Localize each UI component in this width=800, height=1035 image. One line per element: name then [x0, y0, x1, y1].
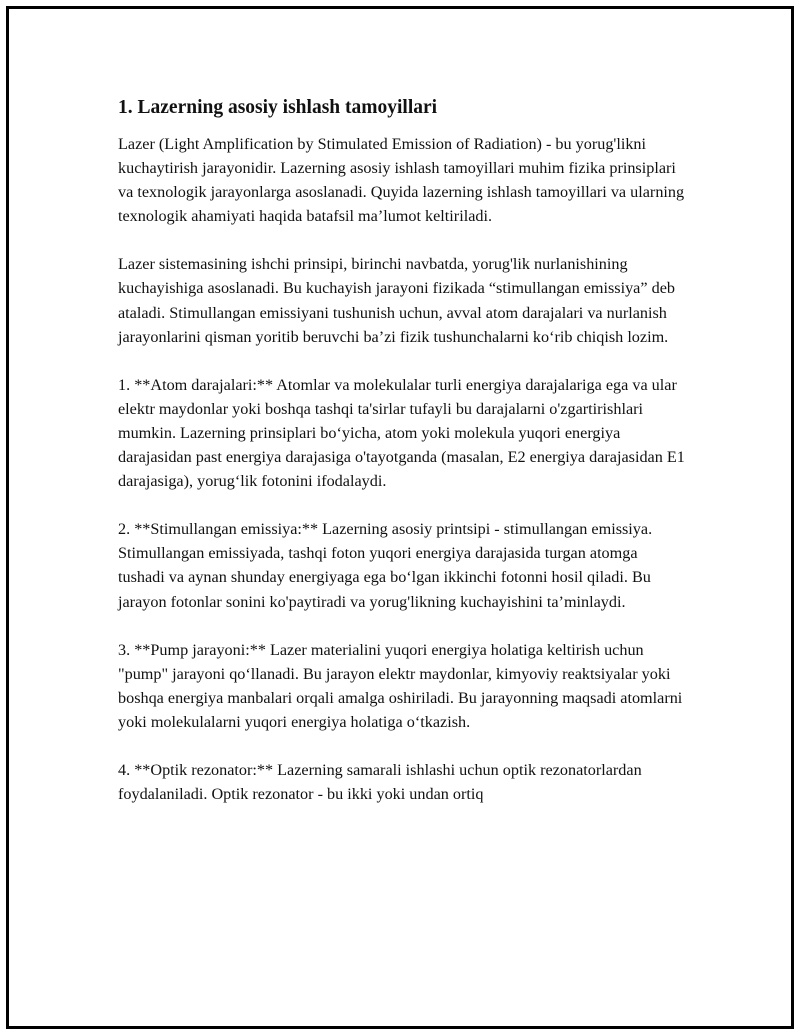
paragraph-atom-levels: 1. **Atom darajalari:** Atomlar va molekulalar turli energiya darajalariga ega va ular elektr maydonlar yoki boshqa tashqi ta'sirlar tufayli bu darajalarni o'zgartirishlari mumkin. Lazerning prinsiplari bo‘yicha, atom yoki molekula yuqori energiya darajasidan past energiya darajasiga o'tayotganda (masalan, E2 energiya darajasidan E1 darajasiga), yorug‘lik fotonini ifodalaydi.	[118, 375, 685, 491]
paragraph-optical-resonator: 4. **Optik rezonator:** Lazerning samarali ishlashi uchun optik rezonatorlardan foydalaniladi. Optik rezonator - bu ikki yoki undan ortiq	[118, 760, 642, 804]
section-heading: 1. Lazerning asosiy ishlash tamoyillari	[118, 97, 438, 118]
paragraph-intro: Lazer (Light Amplification by Stimulated Emission of Radiation) - bu yorug'likni kuchaytirish jarayonidir. Lazerning asosiy ishlash tamoyillari muhim fizika prinsiplari va texnologik jarayonlarga asoslanadi. Quyida lazerning ishlash tamoyillari va ularning texnologik ahamiyati haqida batafsil ma’lumot keltiriladi.	[118, 135, 685, 226]
paragraph-pump-process: 3. **Pump jarayoni:** Lazer materialini yuqori energiya holatiga keltirish uchun "pump" jarayoni qo‘llanadi. Bu jarayon elektr maydonlar, kimyoviy reaktsiyalar yoki boshqa energiya manbalari orqali amalga oshiriladi. Bu jarayonning maqsadi atomlarni yoki molekulalarni yuqori energiya holatiga o‘tkazish.	[118, 640, 683, 731]
document-body	[118, 96, 688, 830]
paragraph-stimulated-emission: 2. **Stimullangan emissiya:** Lazerning asosiy printsipi - stimullangan emissiya. Stimullangan emissiyada, tashqi foton yuqori energiya darajasida turgan atomga tushadi va aynan shunday energiyaga ega bo‘lgan ikkinchi fotonni hosil qiladi. Bu jarayon fotonlar sonini ko'paytiradi va yorug'likning kuchayishini ta’minlaydi.	[118, 520, 653, 611]
paragraph-working-principle: Lazer sistemasining ishchi prinsipi, birinchi navbatda, yorug'lik nurlanishining kuchayishiga asoslanadi. Bu kuchayish jarayoni fizikada “stimullangan emissiya” deb ataladi. Stimullangan emissiyani tushunish uchun, avval atom darajalari va nurlanish jarayonlarini qisman yoritib beruvchi ba’zi fizik tushunchalarni ko‘rib chiqish lozim.	[118, 255, 675, 346]
